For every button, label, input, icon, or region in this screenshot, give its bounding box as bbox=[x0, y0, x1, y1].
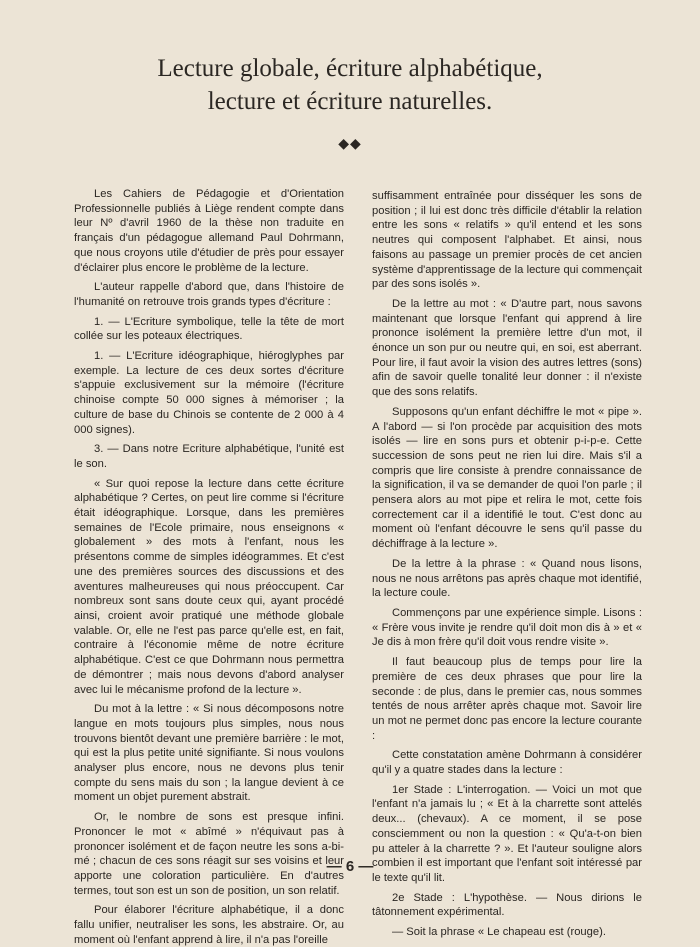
paragraph: Les Cahiers de Pédagogie et d'Orientation Professionnelle publiés à Liège rendent compte dans leur Nº d'avril 1960 de la thèse non traduite en français d'un pédagogue allemand Paul Dohrmann, que nous croyons utile d'étudier de près pour essayer d'éclairer plus encore le problème de la lecture. bbox=[74, 188, 344, 274]
article-title bbox=[60, 52, 640, 118]
paragraph: De la lettre à la phrase : « Quand nous lisons, nous ne nous arrêtons pas après chaque mot identifié, la lecture coule. bbox=[372, 557, 642, 600]
paragraph: Il faut beaucoup plus de temps pour lire la première de ces deux phrases que pour lire la seconde : de plus, dans le premier cas, nous sommes tentés de nous arrêter après chaque mot. Savoir lire un mot ne permet donc pas encore la lecture courante : bbox=[372, 656, 642, 742]
right-column bbox=[372, 189, 642, 940]
left-column bbox=[74, 187, 344, 947]
paragraph: Or, le nombre de sons est presque infini. Prononcer le mot « abîmé » n'équivaut pas à prononcer isolément et de façon neutre les sons a-bi-mé ; chacun de ces sons réagit sur ses voisins et leur apporte une coloration particulière. En d'autres termes, tout son est un son de position, un son relatif. bbox=[74, 811, 344, 897]
paragraph: 3. — Dans notre Ecriture alphabétique, l'unité est le son. bbox=[74, 443, 344, 470]
paragraph: Supposons qu'un enfant déchiffre le mot « pipe ». A l'abord — si l'on procède par acquisition des mots isolés — lire en sons purs et obtenir p-i-p-e. Cette succession de sons peut ne rien lui dire. Mais s'il a compris que lire consiste à prendre connaissance de la signification, il va se demander de quoi l'on parle ; il pensera alors au mot pipe et relira le mot, cette fois correctement car il a identifié le tout. C'est donc au moment où l'enfant découvre le sens qu'il passe du déchiffrage à la lecture ». bbox=[372, 405, 642, 551]
page-number: — 6 — bbox=[326, 858, 374, 875]
paragraph: L'auteur rappelle d'abord que, dans l'histoire de l'humanité on retrouve trois grands types d'écriture : bbox=[74, 281, 344, 308]
paragraph: Commençons par une expérience simple. Lisons : « Frère vous invite je rendre qu'il doit mon dis à » et « Je dis à mon frère qu'il doit vous rendre visite ». bbox=[372, 606, 642, 649]
paragraph: 1. — L'Ecriture idéographique, hiéroglyphes par exemple. La lecture de ces deux sortes d'écriture s'appuie exclusivement sur la mémoire (l'écriture chinoise compte 50 000 signes à mémoriser ; la culture de base du Chinois se contente de 2 000 à 4 000 signes). bbox=[74, 350, 344, 436]
paragraph: Cette constatation amène Dohrmann à considérer qu'il y a quatre stades dans la lecture : bbox=[372, 749, 642, 777]
title-line-1: Lecture globale, écriture alphabétique, bbox=[157, 55, 543, 82]
paragraph: suffisamment entraînée pour disséquer les sons de position ; il lui est donc très difficile d'établir la relation entre les sons « relatifs » qu'il entend et les sons neutres qui composent l'alphabet. Et ainsi, nous faisons au passage un premier procès de cet ancien système d'apprentissage de la lecture qui commençait par des sons isolés ». bbox=[372, 190, 642, 291]
diamond-ornament-icon: ◆◆ bbox=[338, 135, 362, 151]
paragraph: 1er Stade : L'interrogation. — Voici un mot que l'enfant n'a jamais lu ; « Et à la charrette sont attelés deux... (chevaux). A ce moment, il se pose consciemment ou non la question : « Qu'a-t-on bien pu atteler à la charrette ? ». Et l'auteur souligne alors combien il est important que l'enfant soit intéressé par le texte qu'il lit. bbox=[372, 783, 642, 884]
paragraph: « Sur quoi repose la lecture dans cette écriture alphabétique ? Certes, on peut lire comme si l'écriture était idéographique. Lorsque, dans les premières semaines de l'Ecole primaire, nous enseignons « globalement » des mots à l'enfant, nous les présentons comme de simples idéogrammes. Et c'est une des premières sources des discussions et des aventures malheureuses qui nous préoccupent. Car nombreux sont sans doute ceux qui, ayant procédé ainsi, croient avoir pratiqué une méthode globale valable. Or, elle ne l'est pas parce qu'elle est, en fait, contraire à l'économie même de notre écriture alphabétique. C'est ce que Dohrmann nous permettra de démontrer ; mais nous devons d'abord analyser avec lui le mécanisme profond de la lecture ». bbox=[74, 477, 344, 696]
paragraph: — Soit la phrase « Le chapeau est (rouge). bbox=[392, 926, 606, 939]
paragraph: Pour élaborer l'écriture alphabétique, il a donc fallu unifier, neutraliser les sons, les abstraire. Or, au moment où l'enfant apprend à lire, il n'a pas l'oreille bbox=[74, 904, 344, 946]
paragraph: Du mot à la lettre : « Si nous décomposons notre langue en mots toujours plus simples, nous nous trouvons bientôt devant une première barrière : le mot, qui est la plus petite unité signifiante. Si nous voulons analyser plus encore, nous ne devons plus tenir compte du sens mais du son ; la langue devient à ce moment un objet purement abstrait. bbox=[74, 703, 344, 804]
title-line-2: lecture et écriture naturelles. bbox=[207, 88, 493, 115]
paragraph: De la lettre au mot : « D'autre part, nous savons maintenant que lorsque l'enfant qui apprend à lire prononce isolément la première lettre d'un mot, il énonce un son pur ou neutre qui, en soi, est aberrant. Pour lire, il faut avoir la vision des autres lettres (sons) afin de savoir quelle tonalité leur donner : il n'existe que des sons relatifs. bbox=[372, 297, 642, 399]
paragraph: 2e Stade : L'hypothèse. — Nous dirions le tâtonnement expérimental. bbox=[372, 891, 642, 919]
paragraph: 1. — L'Ecriture symbolique, telle la tête de mort collée sur les poteaux électriques. bbox=[74, 315, 344, 343]
